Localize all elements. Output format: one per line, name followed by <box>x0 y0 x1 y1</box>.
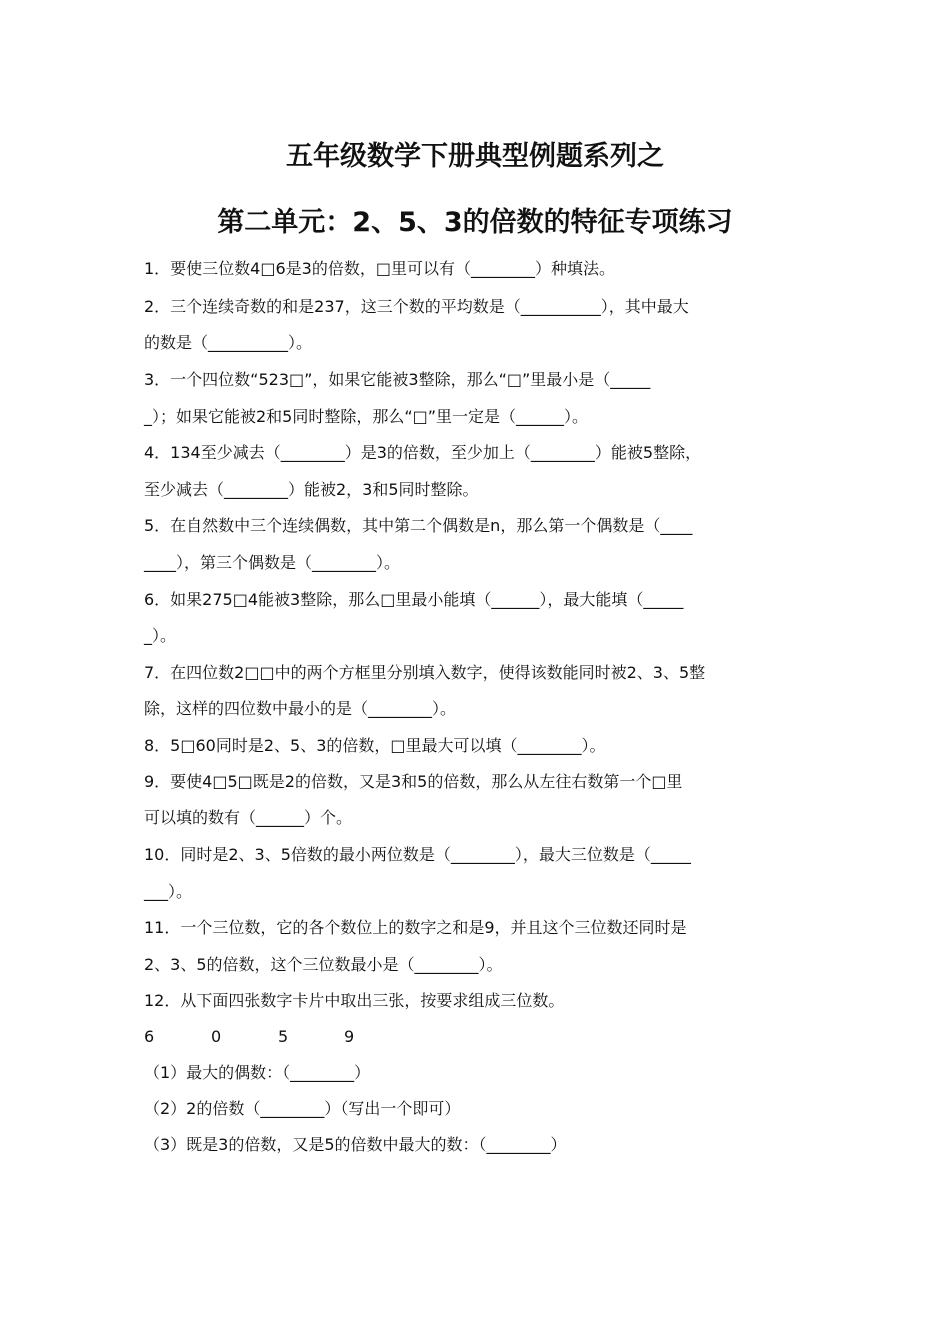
sub-question-line: （2）2的倍数（________）（写出一个即可） <box>144 1099 461 1118</box>
number-card: 6 <box>144 1027 155 1046</box>
number-card: 9 <box>344 1027 355 1046</box>
question-line: 4．134至少减去（________）是3的倍数，至少加上（________）能被5整除， <box>144 443 702 462</box>
question-line: _）。 <box>144 626 177 645</box>
worksheet-title: 五年级数学下册典型例题系列之 <box>286 141 664 172</box>
number-card: 0 <box>211 1027 222 1046</box>
question-line: 除，这样的四位数中最小的是（________）。 <box>144 699 457 718</box>
question-line: 2、3、5的倍数，这个三位数最小是（________）。 <box>144 955 503 974</box>
question-line: 12．从下面四张数字卡片中取出三张，按要求组成三位数。 <box>144 991 565 1010</box>
question-line: 7．在四位数2□□中的两个方框里分别填入数字，使得该数能同时被2、3、5整 <box>144 663 706 682</box>
question-line: _）；如果它能被2和5同时整除，那么“□”里一定是（______）。 <box>144 407 589 426</box>
question-line: 的数是（__________）。 <box>144 333 313 352</box>
question-line: 可以填的数有（______）个。 <box>144 808 353 827</box>
question-line: 8．5□60同时是2、5、3的倍数，□里最大可以填（________）。 <box>144 736 606 755</box>
question-line: 1．要使三位数4□6是3的倍数，□里可以有（________）种填法。 <box>144 259 615 278</box>
sub-question-line: （1）最大的偶数：（________） <box>144 1063 371 1082</box>
question-line: 10．同时是2、3、5倍数的最小两位数是（________），最大三位数是（_____ <box>144 845 691 864</box>
question-line: 3．一个四位数“523□”，如果它能被3整除，那么“□”里最小是（_____ <box>144 370 651 389</box>
question-line: 5．在自然数中三个连续偶数，其中第二个偶数是n，那么第一个偶数是（____ <box>144 516 693 535</box>
question-line: ____），第三个偶数是（________）。 <box>144 553 401 572</box>
worksheet-subtitle: 第二单元：2、5、3的倍数的特征专项练习 <box>217 207 733 238</box>
question-line: 至少减去（________）能被2，3和5同时整除。 <box>144 480 479 499</box>
question-line: 2．三个连续奇数的和是237，这三个数的平均数是（__________），其中最大 <box>144 297 689 316</box>
question-line: ___）。 <box>144 882 193 901</box>
number-card: 5 <box>278 1027 289 1046</box>
question-line: 9．要使4□5□既是2的倍数，又是3和5的倍数，那么从左往右数第一个□里 <box>144 772 683 791</box>
question-line: 6．如果275□4能被3整除，那么□里最小能填（______），最大能填（_____ <box>144 590 684 609</box>
sub-question-line: （3）既是3的倍数，又是5的倍数中最大的数：（________） <box>144 1135 567 1154</box>
question-line: 11．一个三位数，它的各个数位上的数字之和是9，并且这个三位数还同时是 <box>144 918 687 937</box>
